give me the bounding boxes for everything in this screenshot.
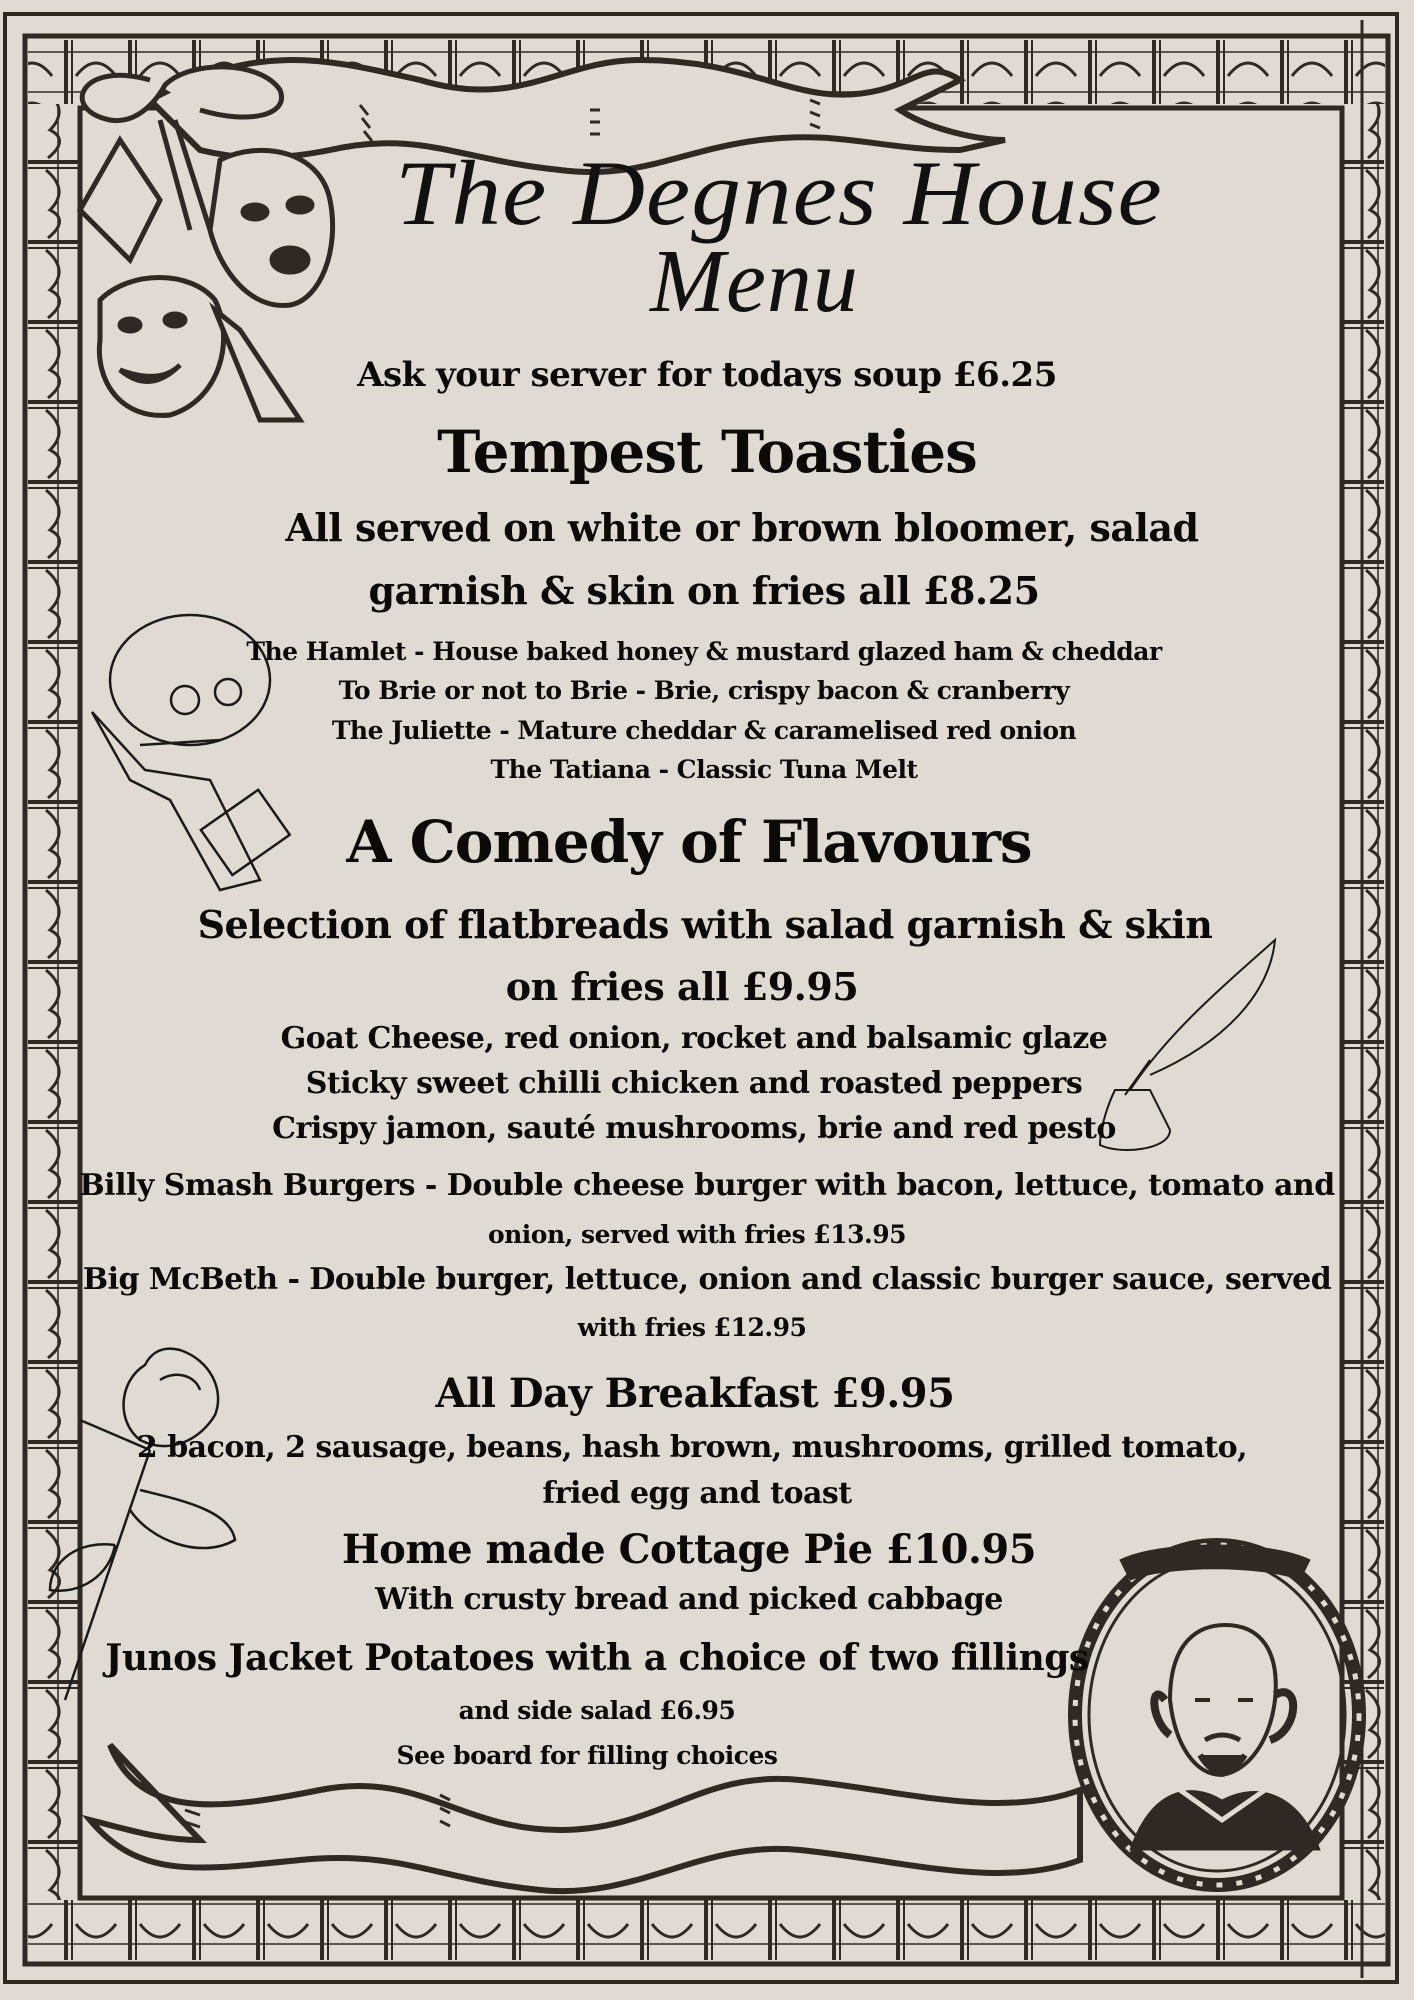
menu-subtitle: Menu [650,232,859,331]
menu-item: Goat Cheese, red onion, rocket and balsamic glaze [280,1021,1108,1056]
soup-note: Ask your server for todays soup £6.25 [357,355,1057,395]
menu-item: To Brie or not to Brie - Brie, crispy bacon & cranberry [338,676,1070,705]
menu-item: The Tatiana - Classic Tuna Melt [490,755,918,784]
section-description: on fries all £9.95 [505,964,859,1009]
section-description: All served on white or brown bloomer, salad [285,505,1199,550]
heading-jacket-potatoes: Junos Jacket Potatoes with a choice of two fillings [105,1637,1089,1679]
heading-all-day-breakfast: All Day Breakfast £9.95 [435,1370,955,1417]
section-heading-comedy-of-flavours: A Comedy of Flavours [346,808,1032,876]
menu-item: Crispy jamon, sauté mushrooms, brie and red pesto [272,1111,1116,1146]
jacket-potatoes-note: See board for filling choices [396,1741,778,1770]
section-heading-tempest-toasties: Tempest Toasties [437,418,977,486]
breakfast-description: fried egg and toast [542,1476,852,1511]
heading-cottage-pie: Home made Cottage Pie £10.95 [341,1526,1037,1573]
menu-item-billy-smash-burgers-price: onion, served with fries £13.95 [487,1220,907,1249]
breakfast-description: 2 bacon, 2 sausage, beans, hash brown, mushrooms, grilled tomato, [136,1430,1248,1465]
menu-item: The Juliette - Mature cheddar & caramelised red onion [331,716,1077,745]
menu-item: Sticky sweet chilli chicken and roasted peppers [305,1066,1083,1101]
menu-item: The Hamlet - House baked honey & mustard glazed ham & cheddar [246,637,1162,666]
section-description: garnish & skin on fries all £8.25 [368,568,1040,613]
section-description: Selection of flatbreads with salad garnish & skin [197,902,1213,947]
menu-item-billy-smash-burgers: Billy Smash Burgers - Double cheese burger with bacon, lettuce, tomato and [79,1168,1335,1203]
menu-item-big-mcbeth: Big McBeth - Double burger, lettuce, onion and classic burger sauce, served [82,1262,1332,1297]
menu-title: The Degnes House [395,142,1163,244]
menu-item-big-mcbeth-price: with fries £12.95 [577,1313,807,1342]
cottage-pie-description: With crusty bread and picked cabbage [375,1582,1003,1617]
jacket-potatoes-price: and side salad £6.95 [458,1696,736,1725]
